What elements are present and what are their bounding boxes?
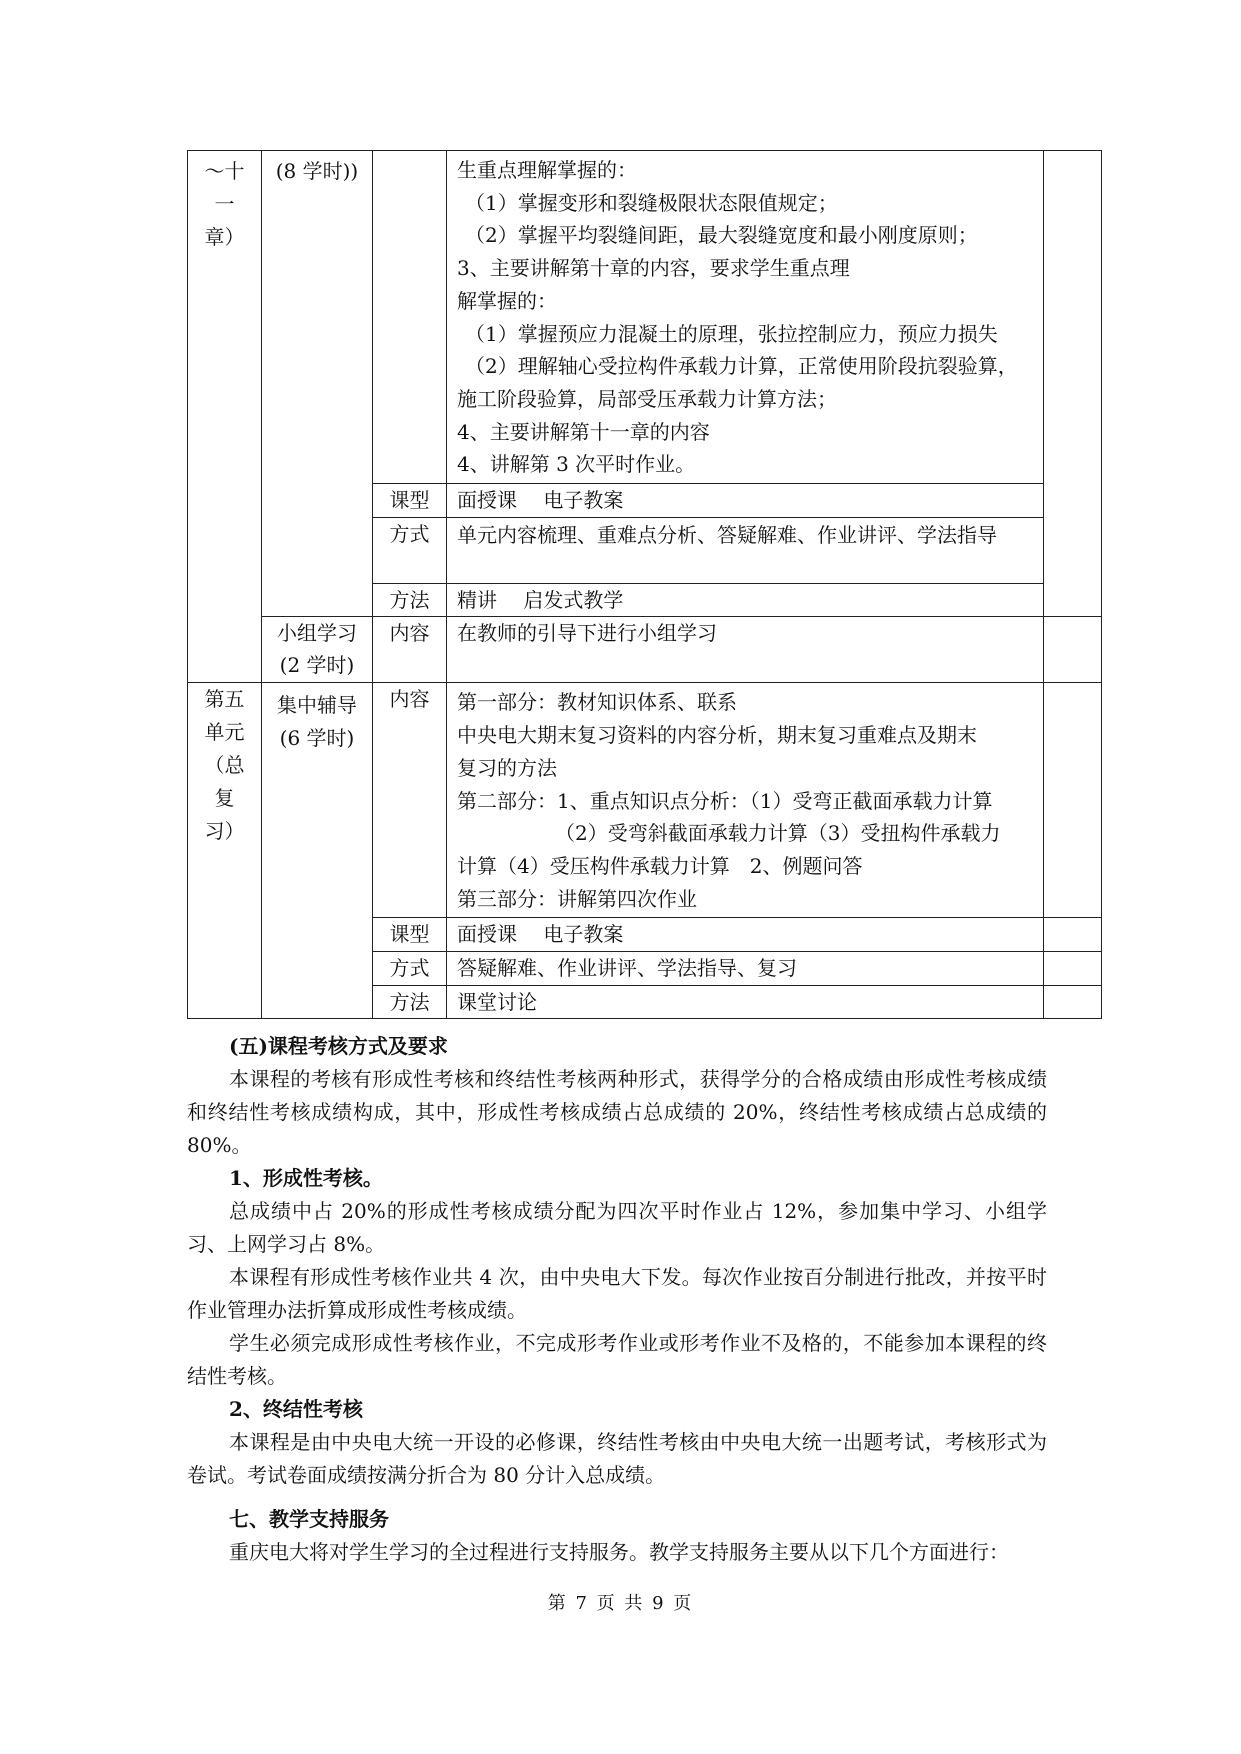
page-footer: 第 7 页 共 9 页 [547,1593,694,1614]
summative-paragraph: 本课程是由中央电大统一开设的必修课，终结性考核由中央电大统一出题考试，考核形式为卷试。考试卷面成绩按满分折合为 80 分计入总成绩。 [187,1430,1047,1487]
content-line: 施工阶段验算，局部受压承载力计算方法； [457,386,837,411]
mode-label: 方式 [389,956,430,981]
activity-cell [262,151,373,617]
formative-paragraph-2: 本课程有形成性考核作业共 4 次，由中央电大下发。每次作业按百分制进行批改，并按平时作业管理办法折算成形成性考核成绩。 [187,1265,1047,1322]
support-heading: 七、教学支持服务 [229,1507,389,1531]
content-line: 第一部分：教材知识体系、联系 [457,690,737,715]
content-cell [447,151,1044,484]
content-line: 3、主要讲解第十章的内容，要求学生重点理 [457,256,850,281]
remark-cell [1044,918,1102,952]
label-cell [373,151,447,484]
content-lines [447,151,1043,483]
unit5-cell [188,683,262,1019]
assessment-intro: 本课程的考核有形成性考核和终结性考核两种形式，获得学分的合格成绩由形成性考核成绩和终结性考核成绩构成，其中，形成性考核成绩占总成绩的 20%，终结性考核成绩占总成绩的 80%。 [187,1067,1047,1157]
content-line: 第二部分：1、重点知识点分析：（1）受弯正截面承载力计算 [457,788,993,813]
type-label: 课型 [389,488,430,513]
group-content: 在教师的引导下进行小组学习 [457,621,717,646]
unit5-name: 第五单元（总复习） [204,687,245,844]
content-line: 复习的方法 [457,755,557,780]
course-schedule-table [187,150,1102,1019]
remark-cell [1044,683,1102,918]
content-line: （2）掌握平均裂缝间距，最大裂缝宽度和最小刚度原则； [465,223,978,248]
unit5-hours: (6 学时) [279,726,355,751]
unit5-content-lines [447,683,1043,917]
assessment-section [187,1030,1047,1492]
method-label: 方法 [389,587,430,612]
content-line: 解掌握的： [457,288,557,313]
content-line: 4、主要讲解第十一章的内容 [457,419,710,444]
unit5-method-value: 课堂讨论 [457,989,537,1014]
support-section [187,1503,1047,1569]
unit5-activity: 集中辅导 [277,693,357,718]
support-paragraph: 重庆电大将对学生学习的全过程进行支持服务。教学支持服务主要从以下几个方面进行： [229,1540,1009,1564]
unit-cell [188,151,262,683]
content-line: （2）受弯斜截面承载力计算（3）受扭构件承载力 [555,821,1001,846]
group-cell [262,617,373,683]
table-row [188,617,1102,683]
summative-heading: 2、终结性考核 [229,1397,363,1421]
formative-paragraph-1: 总成绩中占 20%的形成性考核成绩分配为四次平时作业占 12%，参加集中学习、小组学习、上网学习占 8%。 [187,1199,1047,1256]
content-line: 4、讲解第 3 次平时作业。 [457,452,696,477]
unit-label: ～十一章） [204,159,245,249]
group-hours: (2 学时) [279,653,355,678]
content-line: 计算（4）受压构件承载力计算 2、例题问答 [457,853,863,878]
remark-cell [1044,952,1102,986]
content-label: 内容 [389,621,430,646]
unit5-mode-value: 答疑解难、作业讲评、学法指导、复习 [457,956,797,981]
unit5-type-value: 面授课 电子教案 [457,922,624,947]
content-line: （1）掌握变形和裂缝极限状态限值规定； [465,190,838,215]
unit5-activity-cell [262,683,373,1019]
group-name: 小组学习 [277,621,357,646]
table-row [188,683,1102,918]
content-line: （2）理解轴心受拉构件承载力计算，正常使用阶段抗裂验算， [465,354,1018,379]
content-line: （1）掌握预应力混凝土的原理，张拉控制应力，预应力损失 [465,321,998,346]
mode-value: 单元内容梳理、重难点分析、答疑解难、作业讲评、学法指导 [457,522,997,547]
activity-hours: (8 学时)) [275,159,359,183]
content-line: 生重点理解掌握的： [457,158,637,182]
remark-cell [1044,151,1102,617]
method-value: 精讲 启发式教学 [457,587,624,612]
type-label: 课型 [389,922,430,947]
method-label: 方法 [389,989,430,1014]
content-line: 第三部分：讲解第四次作业 [457,886,697,911]
type-value: 面授课 电子教案 [457,488,624,513]
remark-cell [1044,617,1102,683]
content-label: 内容 [389,687,430,712]
assessment-heading: (五)课程考核方式及要求 [229,1034,448,1058]
formative-paragraph-3: 学生必须完成形成性考核作业，不完成形考作业或形考作业不及格的，不能参加本课程的终结性考核。 [187,1331,1047,1388]
content-line: 中央电大期末复习资料的内容分析，期末复习重难点及期末 [457,723,977,748]
mode-label: 方式 [389,521,430,546]
remark-cell [1044,985,1102,1019]
formative-heading: 1、形成性考核。 [229,1166,383,1190]
table-row [188,151,1102,484]
